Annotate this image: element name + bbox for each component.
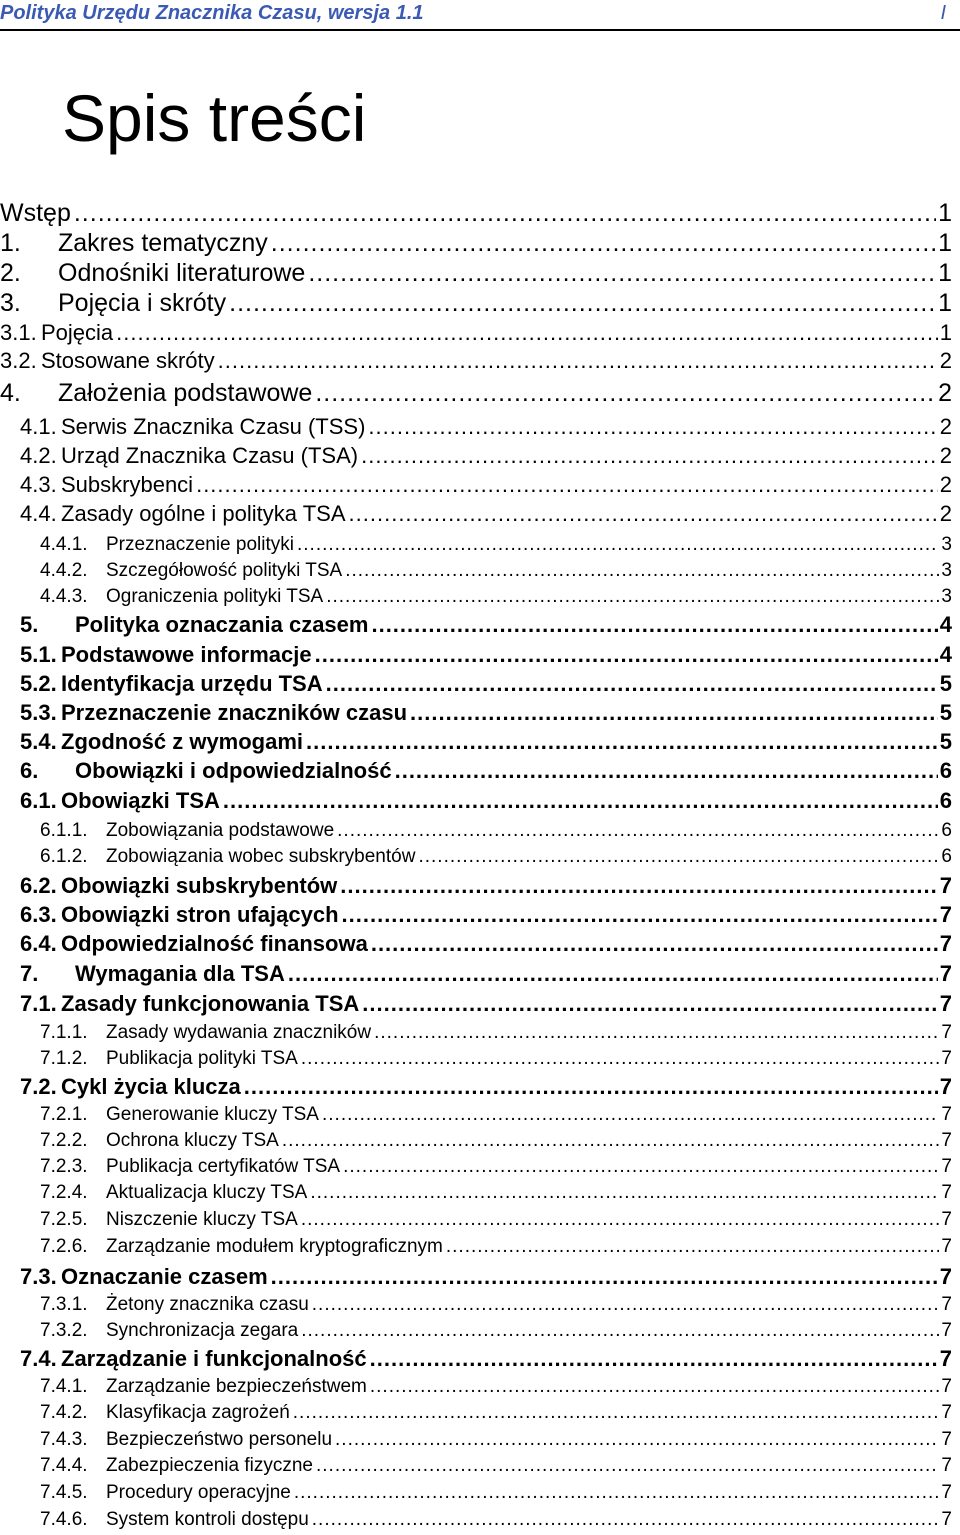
toc-entry-page: 7: [939, 1074, 952, 1099]
toc-entry-title: Procedury operacyjne: [106, 1482, 291, 1503]
toc-entry-page: 7: [941, 1048, 952, 1069]
toc-dot-leader: [196, 472, 938, 498]
toc-entry[interactable]: [20, 931, 952, 957]
toc-entry-number: 6.4.: [20, 931, 57, 956]
toc-entry-number: 4.4.3.: [40, 586, 88, 607]
toc-entry[interactable]: [40, 1428, 952, 1452]
toc-entry-page: 7: [941, 1156, 952, 1177]
toc-entry-number: 7.1.1.: [40, 1022, 88, 1043]
toc-entry-title: Subskrybenci: [61, 472, 194, 497]
toc-entry-title: Wymagania dla TSA: [75, 961, 285, 986]
toc-entry-title: Przeznaczenie znaczników czasu: [61, 700, 408, 725]
toc-entry[interactable]: [40, 1047, 952, 1071]
toc-entry-page: 3: [941, 586, 952, 607]
toc-entry-title: Podstawowe informacje: [61, 642, 312, 667]
toc-entry-page: 7: [941, 1320, 952, 1341]
toc-entry-number: 2.: [0, 259, 21, 287]
toc-entry-title: Zabezpieczenia fizyczne: [106, 1455, 313, 1476]
toc-dot-leader: [343, 1155, 939, 1179]
toc-entry-number: 4.3.: [20, 472, 57, 497]
toc-dot-leader: [362, 991, 937, 1017]
toc-entry-number: 7.4.2.: [40, 1402, 88, 1423]
toc-dot-leader: [410, 700, 938, 726]
toc-dot-leader: [312, 1508, 940, 1532]
toc-entry[interactable]: [0, 378, 952, 408]
toc-entry-number: 7.3.1.: [40, 1294, 88, 1315]
toc-dot-leader: [301, 1047, 940, 1071]
toc-entry-page: 7: [941, 1402, 952, 1423]
toc-entry-number: 4.2.: [20, 443, 57, 468]
toc-entry-number: 5.1.: [20, 642, 57, 667]
toc-entry[interactable]: [20, 729, 952, 755]
toc-entry-number: 4.1.: [20, 414, 57, 439]
toc-entry-number: 4.4.2.: [40, 560, 88, 581]
page-title: Spis treści: [62, 81, 367, 155]
toc-dot-leader: [312, 1293, 940, 1317]
toc-entry-number: 3.2.: [0, 348, 37, 373]
toc-entry-page: 7: [941, 1482, 952, 1503]
toc-entry-title: Żetony znacznika czasu: [106, 1294, 309, 1315]
toc-entry[interactable]: [20, 612, 952, 638]
toc-dot-leader: [370, 1375, 940, 1399]
toc-entry[interactable]: [40, 1454, 952, 1478]
toc-dot-leader: [288, 961, 938, 987]
toc-entry-number: 3.1.: [0, 320, 37, 345]
toc-dot-leader: [116, 320, 938, 346]
toc-entry-number: 3.: [0, 289, 21, 317]
toc-entry[interactable]: [20, 961, 952, 987]
toc-entry-number: 7.3.: [20, 1264, 57, 1289]
toc-entry[interactable]: [40, 1129, 952, 1153]
toc-entry-title: Klasyfikacja zagrożeń: [106, 1402, 290, 1423]
toc-entry-page: 3: [941, 534, 952, 555]
toc-entry-page: 2: [938, 379, 952, 407]
toc-entry[interactable]: [40, 1181, 952, 1205]
toc-entry-number: 7.4.3.: [40, 1429, 88, 1450]
toc-entry-page: 3: [941, 560, 952, 581]
toc-entry-title: Odpowiedzialność finansowa: [61, 931, 368, 956]
toc-entry[interactable]: [40, 1508, 952, 1532]
toc-entry-title: Szczegółowość polityki TSA: [106, 560, 343, 581]
toc-entry[interactable]: [40, 1481, 952, 1505]
toc-entry[interactable]: [40, 1155, 952, 1179]
toc-entry-number: 7.3.2.: [40, 1320, 88, 1341]
toc-entry[interactable]: [0, 288, 952, 318]
toc-dot-leader: [229, 288, 936, 318]
toc-entry[interactable]: [20, 1264, 952, 1290]
toc-entry-number: 7.4.6.: [40, 1509, 88, 1530]
toc-entry-title: Publikacja polityki TSA: [106, 1048, 298, 1069]
toc-entry-title: Aktualizacja kluczy TSA: [106, 1182, 308, 1203]
toc-entry-title: Obowiązki i odpowiedzialność: [75, 758, 392, 783]
toc-entry[interactable]: [0, 348, 952, 374]
toc-entry[interactable]: [40, 1235, 952, 1259]
toc-dot-leader: [316, 1454, 939, 1478]
toc-entry-page: 7: [939, 902, 952, 927]
toc-entry-number: 7.4.4.: [40, 1455, 88, 1476]
toc-entry-page: 2: [939, 472, 952, 497]
toc-entry-title: System kontroli dostępu: [106, 1509, 309, 1530]
toc-entry-title: Pojęcia i skróty: [58, 289, 227, 317]
toc-entry-number: 6.2.: [20, 873, 57, 898]
toc-entry-number: 4.4.: [20, 501, 57, 526]
toc-entry-title: Ograniczenia polityki TSA: [106, 586, 324, 607]
toc-entry-page: 6: [939, 758, 952, 783]
toc-entry-number: 7.2.: [20, 1074, 57, 1099]
toc-dot-leader: [301, 1208, 940, 1232]
toc-entry-title: Niszczenie kluczy TSA: [106, 1209, 298, 1230]
toc-dot-leader: [368, 414, 937, 440]
toc-entry-page: 7: [941, 1429, 952, 1450]
toc-entry[interactable]: [0, 228, 952, 258]
toc-entry-title: Polityka oznaczania czasem: [75, 612, 369, 637]
toc-entry-page: 7: [941, 1104, 952, 1125]
toc-entry[interactable]: [0, 320, 952, 346]
toc-entry-title: Obowiązki stron ufających: [61, 902, 339, 927]
header-page-number: I: [940, 2, 946, 24]
toc-entry-page: 7: [941, 1376, 952, 1397]
toc-entry-number: 7.1.: [20, 991, 57, 1016]
toc-entry-number: 5.: [20, 612, 39, 637]
toc-entry-page: 5: [939, 729, 952, 754]
toc-dot-leader: [371, 612, 937, 638]
toc-entry-title: Założenia podstawowe: [58, 379, 313, 407]
toc-entry[interactable]: [20, 1346, 952, 1372]
toc-entry[interactable]: [40, 1375, 952, 1399]
toc-entry[interactable]: [20, 472, 952, 498]
toc-entry-page: 7: [941, 1022, 952, 1043]
toc-entry-title: Synchronizacja zegara: [106, 1320, 299, 1341]
toc-dot-leader: [218, 348, 938, 374]
toc-entry[interactable]: [20, 1074, 952, 1100]
toc-entry-number: 7.2.3.: [40, 1156, 88, 1177]
toc-entry[interactable]: [0, 258, 952, 288]
toc-entry-page: 5: [939, 700, 952, 725]
toc-entry-page: 1: [939, 320, 952, 345]
toc-dot-leader: [418, 845, 939, 869]
toc-dot-leader: [282, 1129, 940, 1153]
toc-entry[interactable]: [40, 1401, 952, 1425]
toc-entry-title: Zasady ogólne i polityka TSA: [61, 501, 346, 526]
toc-dot-leader: [322, 1103, 939, 1127]
toc-entry-title: Generowanie kluczy TSA: [106, 1104, 319, 1125]
toc-entry[interactable]: [20, 700, 952, 726]
toc-entry-page: 1: [938, 229, 952, 257]
toc-entry[interactable]: [20, 991, 952, 1017]
toc-entry[interactable]: [20, 788, 952, 814]
toc-entry-number: 5.2.: [20, 671, 57, 696]
toc-entry-title: Zobowiązania wobec subskrybentów: [106, 846, 416, 867]
toc-entry-page: 7: [941, 1236, 952, 1257]
toc-entry-title: Zarządzanie modułem kryptograficznym: [106, 1236, 443, 1257]
toc-entry-number: 7.2.1.: [40, 1104, 88, 1125]
toc-entry-number: 4.4.1.: [40, 534, 88, 555]
toc-entry-number: 6.1.2.: [40, 846, 88, 867]
toc-entry-title: Przeznaczenie polityki: [106, 534, 294, 555]
toc-entry-page: 6: [941, 820, 952, 841]
toc-entry-page: 5: [939, 671, 952, 696]
toc-entry-number: 7.2.2.: [40, 1130, 88, 1151]
toc-entry[interactable]: [20, 758, 952, 784]
toc-entry-page: 7: [941, 1509, 952, 1530]
toc-entry[interactable]: [20, 873, 952, 899]
toc-entry-page: 2: [939, 501, 952, 526]
header-title: Polityka Urzędu Znacznika Czasu, wersja 1.1: [0, 2, 424, 24]
toc-entry-page: 7: [939, 931, 952, 956]
toc-dot-leader: [345, 559, 939, 583]
toc-entry[interactable]: [20, 671, 952, 697]
toc-entry-page: 7: [941, 1455, 952, 1476]
toc-entry-number: 5.4.: [20, 729, 57, 754]
toc-entry-page: 1: [938, 199, 952, 227]
toc-entry-title: Urząd Znacznika Czasu (TSA): [61, 443, 359, 468]
toc-entry-page: 2: [939, 443, 952, 468]
toc-entry-title: Pojęcia: [41, 320, 114, 345]
toc-dot-leader: [297, 533, 939, 557]
toc-entry-title: Wstęp: [0, 199, 71, 227]
toc-entry-page: 7: [939, 991, 952, 1016]
toc-entry-number: 6.3.: [20, 902, 57, 927]
toc-dot-leader: [395, 758, 938, 784]
toc-entry-number: 6.1.1.: [40, 820, 88, 841]
toc-entry-number: 7.: [20, 961, 39, 986]
toc-entry-number: 4.: [0, 379, 21, 407]
toc-entry-title: Zarządzanie i funkcjonalność: [61, 1346, 367, 1371]
toc-dot-leader: [308, 258, 936, 288]
toc-entry-number: 7.4.: [20, 1346, 57, 1371]
toc-entry-title: Zakres tematyczny: [58, 229, 268, 257]
toc-dot-leader: [244, 1074, 938, 1100]
toc-entry-page: 7: [941, 1182, 952, 1203]
toc-entry-title: Zobowiązania podstawowe: [106, 820, 335, 841]
toc-entry-title: Stosowane skróty: [41, 348, 215, 373]
toc-dot-leader: [374, 1021, 939, 1045]
toc-entry[interactable]: [40, 1293, 952, 1317]
toc-entry[interactable]: [40, 1208, 952, 1232]
toc-dot-leader: [337, 819, 939, 843]
toc-entry-title: Zasady wydawania znaczników: [106, 1022, 372, 1043]
toc-entry-number: 6.1.: [20, 788, 57, 813]
toc-entry-number: 7.2.4.: [40, 1182, 88, 1203]
toc-dot-leader: [370, 1346, 938, 1372]
toc-dot-leader: [301, 1319, 939, 1343]
toc-entry-page: 2: [939, 414, 952, 439]
toc-dot-leader: [342, 902, 938, 928]
toc-dot-leader: [74, 198, 936, 228]
toc-entry-title: Zgodność z wymogami: [61, 729, 304, 754]
toc-entry-title: Zarządzanie bezpieczeństwem: [106, 1376, 367, 1397]
toc-entry-page: 7: [939, 961, 952, 986]
toc-entry-title: Oznaczanie czasem: [61, 1264, 268, 1289]
toc-dot-leader: [340, 873, 937, 899]
toc-entry-page: 7: [939, 1346, 952, 1371]
toc-entry[interactable]: [40, 559, 952, 583]
toc-dot-leader: [306, 729, 938, 755]
toc-entry-title: Bezpieczeństwo personelu: [106, 1429, 333, 1450]
toc-entry[interactable]: [40, 1103, 952, 1127]
toc-dot-leader: [326, 671, 938, 697]
toc-dot-leader: [271, 1264, 938, 1290]
toc-entry-number: 7.4.5.: [40, 1482, 88, 1503]
toc-entry-page: 7: [941, 1209, 952, 1230]
toc-entry[interactable]: [20, 443, 952, 469]
toc-dot-leader: [349, 501, 938, 527]
toc-dot-leader: [271, 228, 936, 258]
toc-entry-title: Ochrona kluczy TSA: [106, 1130, 279, 1151]
toc-dot-leader: [310, 1181, 939, 1205]
toc-entry-title: Obowiązki TSA: [61, 788, 220, 813]
toc-entry-page: 6: [941, 846, 952, 867]
toc-entry[interactable]: [40, 845, 952, 869]
toc-dot-leader: [326, 585, 939, 609]
toc-entry-number: 5.3.: [20, 700, 57, 725]
toc-entry-title: Publikacja certyfikatów TSA: [106, 1156, 341, 1177]
toc-entry-number: 6.: [20, 758, 39, 783]
toc-entry-page: 6: [939, 788, 952, 813]
toc-entry-title: Obowiązki subskrybentów: [61, 873, 338, 898]
toc-entry-title: Serwis Znacznika Czasu (TSS): [61, 414, 366, 439]
toc-entry[interactable]: [40, 1319, 952, 1343]
toc-entry[interactable]: [20, 414, 952, 440]
toc-entry-title: Identyfikacja urzędu TSA: [61, 671, 323, 696]
toc-dot-leader: [223, 788, 938, 814]
toc-entry[interactable]: [20, 902, 952, 928]
toc-entry[interactable]: [20, 501, 952, 527]
toc-dot-leader: [294, 1481, 940, 1505]
toc-entry-page: 1: [938, 259, 952, 287]
toc-dot-leader: [371, 931, 938, 957]
toc-entry[interactable]: [40, 819, 952, 843]
toc-entry-page: 7: [941, 1294, 952, 1315]
toc-entry-number: 7.2.5.: [40, 1209, 88, 1230]
toc-entry-title: Odnośniki literaturowe: [58, 259, 306, 287]
toc-entry-number: 7.4.1.: [40, 1376, 88, 1397]
toc-dot-leader: [315, 642, 938, 668]
toc-entry-number: 1.: [0, 229, 21, 257]
toc-entry-title: Cykl życia klucza: [61, 1074, 241, 1099]
toc-dot-leader: [361, 443, 938, 469]
toc-entry-page: 2: [939, 348, 952, 373]
toc-entry-page: 1: [938, 289, 952, 317]
toc-entry[interactable]: [40, 1021, 952, 1045]
toc-dot-leader: [293, 1401, 940, 1425]
toc-entry-page: 4: [939, 612, 952, 637]
toc-entry[interactable]: [20, 642, 952, 668]
toc-entry-page: 4: [939, 642, 952, 667]
toc-entry-page: 7: [939, 1264, 952, 1289]
toc-entry-page: 7: [939, 873, 952, 898]
toc-entry-number: 7.1.2.: [40, 1048, 88, 1069]
toc-entry-title: Zasady funkcjonowania TSA: [61, 991, 360, 1016]
toc-dot-leader: [446, 1235, 940, 1259]
toc-entry[interactable]: [40, 533, 952, 557]
toc-entry[interactable]: [40, 585, 952, 609]
toc-dot-leader: [315, 378, 936, 408]
toc-entry[interactable]: [0, 198, 952, 228]
toc-entry-page: 7: [941, 1130, 952, 1151]
toc-dot-leader: [335, 1428, 939, 1452]
toc-entry-number: 7.2.6.: [40, 1236, 88, 1257]
